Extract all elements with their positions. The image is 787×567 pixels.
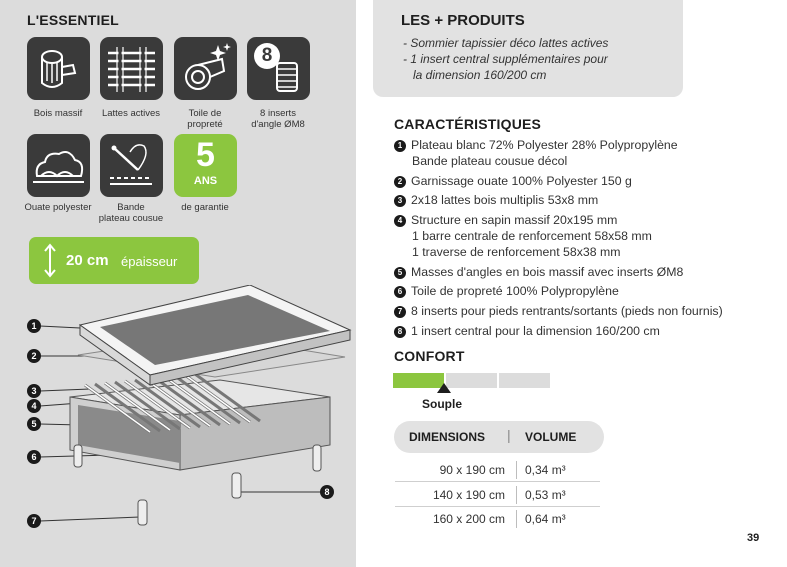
feature-text: 2x18 lattes bois multiplis 53x8 mm — [411, 193, 599, 207]
dimensions-header-label: DIMENSIONS — [409, 430, 486, 444]
callout-1: 1 — [27, 319, 41, 333]
thickness-badge — [29, 237, 199, 284]
products-line-1: - Sommier tapissier déco lattes actives — [403, 36, 609, 50]
dimension-cell: 90 x 190 cm — [439, 463, 505, 477]
icon-label-fabric: Toile de propreté — [187, 108, 223, 130]
comfort-segment-2 — [446, 373, 497, 388]
feature-text: Bande plateau cousue décol — [412, 154, 568, 168]
icon-label-wood: Bois massif — [33, 108, 83, 119]
feature-text: 1 barre centrale de renforcement 58x58 mm — [412, 229, 652, 243]
feature-number: 3 — [394, 195, 406, 207]
insert-icon — [247, 37, 310, 100]
volume-cell: 0,53 m³ — [525, 488, 566, 502]
wood-log-icon — [27, 37, 90, 100]
feature-text: Garnissage ouate 100% Polyester 150 g — [411, 174, 632, 188]
left-panel — [0, 0, 356, 567]
thickness-value: 20 cm — [66, 252, 109, 269]
feature-number: 5 — [394, 267, 406, 279]
wadding-icon — [27, 134, 90, 197]
insert-count: 8 — [261, 45, 273, 66]
feature-text: 1 insert central pour la dimension 160/200 cm — [411, 324, 660, 338]
callout-2: 2 — [27, 349, 41, 363]
callout-7: 7 — [27, 514, 41, 528]
bed-base-exploded-diagram — [0, 285, 356, 567]
warranty-years: 5 — [196, 136, 215, 174]
comfort-pointer-icon — [437, 383, 451, 393]
row-separator — [516, 486, 517, 504]
feature-item-4 — [394, 212, 652, 260]
comfort-title: CONFORT — [394, 348, 465, 364]
volume-cell: 0,64 m³ — [525, 512, 566, 526]
feature-text: Plateau blanc 72% Polyester 28% Polypropylène — [411, 138, 678, 152]
icon-label-slats: Lattes actives — [101, 108, 161, 119]
products-box — [373, 0, 683, 97]
feature-number: 2 — [394, 176, 406, 188]
comfort-level-label: Souple — [422, 397, 463, 411]
feature-text: Structure en sapin massif 20x195 mm — [411, 213, 618, 227]
feature-item-7 — [394, 303, 723, 319]
row-separator — [516, 461, 517, 479]
dimension-cell: 160 x 200 cm — [432, 512, 505, 526]
feature-item-6 — [394, 283, 619, 299]
table-row — [395, 483, 600, 507]
table-row — [395, 507, 600, 531]
fabric-roll-icon — [174, 37, 237, 100]
warranty-badge-icon — [174, 134, 237, 197]
dimensions-header — [394, 421, 604, 453]
sewn-band-icon — [100, 134, 163, 197]
essentials-title: L'ESSENTIEL — [27, 12, 119, 28]
callout-4: 4 — [27, 399, 41, 413]
icon-label-wadding: Ouate polyester — [24, 202, 92, 213]
characteristics-title: CARACTÉRISTIQUES — [394, 116, 542, 132]
feature-item-1 — [394, 137, 678, 169]
header-separator: | — [507, 427, 511, 443]
callout-3: 3 — [27, 384, 41, 398]
feature-number: 1 — [394, 140, 406, 152]
feature-number: 8 — [394, 326, 406, 338]
feature-text: 8 inserts pour pieds rentrants/sortants (pieds non fournis) — [411, 304, 723, 318]
row-separator — [516, 510, 517, 528]
double-arrow-icon — [43, 243, 57, 278]
icon-label-inserts: 8 inserts d'angle ØM8 — [251, 108, 305, 130]
feature-number: 7 — [394, 306, 406, 318]
feature-item-3 — [394, 192, 598, 208]
volume-cell: 0,34 m³ — [525, 463, 566, 477]
icon-label-band: Bande plateau cousue — [98, 202, 164, 224]
feature-text: Toile de propreté 100% Polypropylène — [411, 284, 619, 298]
products-line-3: la dimension 160/200 cm — [413, 68, 547, 82]
products-line-2: - 1 insert central supplémentaires pour — [403, 52, 608, 66]
thickness-unit: épaisseur — [121, 254, 178, 269]
warranty-unit: ANS — [193, 175, 218, 187]
feature-item-8 — [394, 323, 660, 339]
icon-label-warranty: de garantie — [181, 202, 229, 213]
feature-item-5 — [394, 264, 683, 280]
volume-header-label: VOLUME — [525, 430, 577, 444]
dimension-cell: 140 x 190 cm — [432, 488, 505, 502]
feature-item-2 — [394, 173, 632, 189]
products-title: LES + PRODUITS — [401, 12, 525, 29]
feature-number: 6 — [394, 286, 406, 298]
callout-5: 5 — [27, 417, 41, 431]
table-row — [395, 458, 600, 482]
callout-6: 6 — [27, 450, 41, 464]
slats-icon — [100, 37, 163, 100]
feature-number: 4 — [394, 215, 406, 227]
feature-text: Masses d'angles en bois massif avec inserts ØM8 — [411, 265, 684, 279]
callout-8: 8 — [320, 485, 334, 499]
page-number: 39 — [747, 532, 760, 544]
comfort-segment-3 — [499, 373, 550, 388]
feature-text: 1 traverse de renforcement 58x38 mm — [412, 245, 621, 259]
